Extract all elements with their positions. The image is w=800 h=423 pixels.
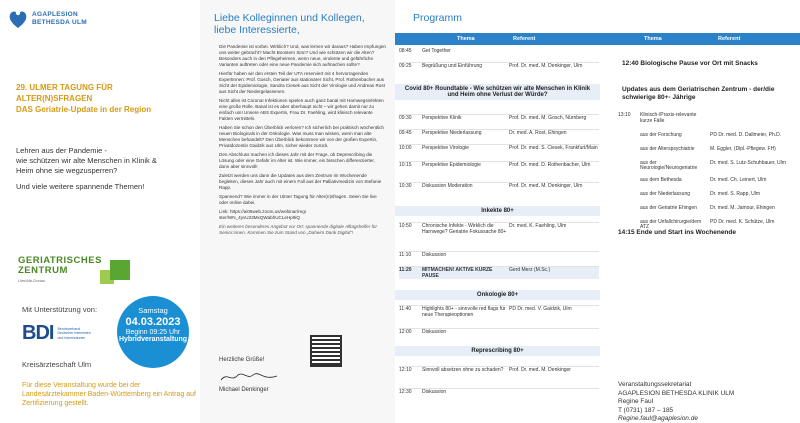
- col-thema: Thema: [457, 36, 475, 42]
- zoom-link[interactable]: Link: https://ai06web.zoom.us/webinar/register/WN_4yvU23MxQWabhUCLeHp9iQ: [219, 209, 306, 220]
- row-topic: MITMACHEN! AKTIVE KURZE PAUSE: [422, 267, 493, 279]
- row-topic: Sinnvoll absetzen ohne zu schaden?: [422, 367, 504, 373]
- intro-text: [16, 146, 196, 198]
- org-title: Veranstaltungssekretariat: [618, 381, 692, 388]
- row-time: 10:15: [399, 162, 412, 168]
- table-row: [399, 62, 599, 69]
- case-topic: aus dem Bethesda: [640, 177, 682, 183]
- case-topic: aus der Geriatrie Ehingen: [640, 205, 697, 211]
- letter-paragraph: Hierfür haben wir den ersten Teil der UTA reserviert mit 4 hervorragenden ExpertInnen: Prof. Gosch, Geriater aus stationärer Sicht, Prof. Rothenbacher aus Sicht der Epidemiologie, Sandra Ciesek aus Sicht der Virologie und Andreas Rost aus Sicht der Niedergelassenen.: [219, 71, 385, 94]
- bdi-logo: [22, 322, 91, 345]
- table-row: [399, 328, 599, 335]
- row-topic: Diskussion: [422, 389, 447, 395]
- intro-line: wie schützen wir alte Menschen in Klinik &: [16, 156, 157, 165]
- row-time: 12:10: [399, 367, 412, 373]
- letter-paragraph: Ein weiteres besonderes Angebot vor Ort: spannende digitale Alltagshelfer für Senior:innen. Kommen Sie zum Stand von „Daheim Dank Digital“!: [219, 224, 377, 235]
- row-topic: Perspektive Epidemiologie: [422, 162, 481, 168]
- event-title: [16, 82, 196, 115]
- col-thema: Thema: [644, 36, 662, 42]
- row-time: 08:45: [399, 48, 412, 54]
- row-time: 09:30: [399, 115, 412, 121]
- row-speaker: Dr. med. A. Rost, Ehingen: [509, 130, 567, 136]
- table-row: [399, 251, 599, 258]
- intro-line: Lehren aus der Pandemie -: [16, 146, 107, 155]
- bdi-subtext: Berufsverband Deutscher Internisten und Internistinnen: [57, 326, 91, 340]
- agaplesion-logo: [8, 8, 87, 30]
- row-time: 10:30: [399, 183, 412, 189]
- program-heading: Programm: [413, 12, 463, 24]
- geri-line2: ZENTRUM: [18, 265, 68, 276]
- bdi-text: BDI: [22, 322, 54, 344]
- case-list: [640, 133, 796, 234]
- table-row: [399, 48, 599, 54]
- row-topic: Perspektive Niederlassung: [422, 130, 482, 136]
- end-of-day: 14:15 Ende und Start ins Wochenende: [618, 229, 736, 236]
- row-topic: Get Together: [422, 48, 451, 54]
- title-line: ALTER(N)SFRAGEN: [16, 94, 93, 103]
- row-speaker: Prof. Dr. med. M. Denkinger, Ulm: [509, 183, 583, 189]
- row-time: 10:50: [399, 223, 412, 229]
- row-time: 11:40: [399, 306, 412, 312]
- row-topic: Klinisch-/Praxis-relevante kurze Fälle: [640, 112, 697, 124]
- badge-mode: Hybridveranstaltung: [118, 336, 188, 343]
- row-speaker: Prof. Dr. med. M. Denkinger, Ulm: [509, 63, 583, 69]
- row-topic: Perspektive Virologie: [422, 145, 469, 151]
- section-band-covid: Covid 80+ Roundtable - Wie schützen wir alte Menschen in Klinik und Heim ohne Verlust der Würde?: [395, 84, 600, 100]
- row-time: 10:00: [399, 145, 412, 151]
- case-speaker: PD Dr. med. D. Dallmeier, Ph.D.: [710, 132, 782, 138]
- letter-paragraph: Zuletzt werden uns dann die Updates aus dem Zentrum im Wochenende begleiten, dieses Jahr auch mit einem Fall aus der Palliativmedizin von Stefanie Rapp.: [219, 173, 382, 190]
- organizer-info: [618, 381, 734, 423]
- title-line: 29. ULMER TAGUNG FÜR: [16, 83, 113, 92]
- heading-line: Liebe Kolleginnen und Kollegen,: [214, 12, 365, 24]
- row-topic: Chronische Infekte - Wirklich die Harnwege? Geriatrie Fokussache 80+: [422, 223, 507, 235]
- geri-line1: GERIATRISCHES: [18, 255, 102, 266]
- row-time: 09:25: [399, 63, 412, 69]
- row-speaker: [509, 329, 599, 335]
- updates-heading: Updates aus dem Geriatrischen Zentrum - der/die schwierige 80+- Jährige: [622, 86, 775, 101]
- row-time: 09:45: [399, 130, 412, 136]
- table-row: [640, 133, 796, 147]
- table-row: [640, 161, 796, 178]
- signature-icon: [219, 370, 279, 384]
- cases-intro-row: [618, 112, 798, 124]
- row-speaker: PD Dr. med. V. Gaidzik, Ulm: [509, 306, 572, 312]
- badge-date: 04.03.2023: [125, 316, 181, 328]
- geri-square-icon: [110, 260, 130, 280]
- section-band-onkologie: Onkologie 80+: [395, 290, 600, 300]
- table-row: [399, 161, 599, 168]
- table-row: [399, 266, 599, 279]
- table-row: [640, 178, 796, 192]
- org-person: Regine Faul: [618, 398, 654, 405]
- row-time: 11:10: [399, 252, 412, 258]
- case-speaker: Dr. med. S. Lutz-Schuhbauer, Ulm: [710, 160, 786, 166]
- program-table-header-2: [600, 33, 800, 45]
- table-row: [399, 182, 599, 189]
- letter-paragraph: Haben Sie schon den Überblick verloren? Ich sicherlich bei praktisch wöchentlich neuen Biologicals in der Onkologie. Was muss man wissen, wenn man alte Menschen behandelt? Den Überblick bekommen wir von der großen Expertin, Privatdozentin Gaidzik aus Ulm, sicher wieder zurück.: [219, 125, 384, 148]
- table-row: [399, 144, 599, 151]
- org-email[interactable]: Regine.faul@agaplesion.de: [618, 415, 698, 422]
- case-speaker: Dr. med. M. Jamour, Ehingen: [710, 205, 775, 211]
- case-speaker: Dr. med. Ch. Leinert, Ulm: [710, 177, 767, 183]
- geriatric-center-logo: [18, 256, 102, 283]
- row-topic: Diskussion: [422, 252, 447, 258]
- col-referent: Referent: [513, 36, 536, 42]
- geri-sub: Ulm/Alb-Donau: [18, 278, 46, 283]
- col-referent: Referent: [718, 36, 741, 42]
- table-row: [640, 192, 796, 206]
- letter-paragraph: Die Pandemie ist vorbei. Wirklich? Und, was lernen wir daraus? Haben Impfungen uns weiter gebracht? Macht Boostern Sinn? Und wie schützen wir die Alten? Besonders auch in den Pflegeheimen, wenn neue, virulente und gefährliche Varianten auftreten oder eine neue Pandemie sich aufmachen sollte?: [219, 44, 386, 67]
- row-topic: Diskussion Moderation: [422, 183, 473, 189]
- letter-paragraph: Den Abschluss machen ich dieses Jahr mit der Frage, ob Deprescribing die Lösung oder eine Gefahr im Alter ist. Wie immer, ein bisschen differenzierter, dann aber sinnvoll!: [219, 152, 375, 169]
- case-topic: aus der Niederlassung: [640, 191, 691, 197]
- certification-note: Für diese Veranstaltung wurde bei der Landesärztekammer Baden-Württemberg ein Antrag auf Zertifizierung gestellt.: [22, 382, 196, 407]
- table-row: [399, 388, 599, 395]
- row-speaker: Prof. Dr. med. S. Ciesek, Frankfurt/Main: [509, 145, 598, 151]
- intro-line: Und viele weitere spannende Themen!: [16, 182, 145, 191]
- badge-time: Beginn 09:25 Uhr: [125, 329, 181, 336]
- row-speaker: [509, 389, 599, 395]
- row-topic: Highlights 80+ - sinnvolle red flags für neue Therapieoptionen: [422, 306, 506, 318]
- case-topic: aus der Unfallchirurgie/dem ATZ: [640, 219, 702, 231]
- qr-code-icon[interactable]: [310, 335, 342, 367]
- table-row: [399, 114, 599, 121]
- logo-line2: BETHESDA ULM: [32, 19, 87, 26]
- table-row: [399, 366, 599, 373]
- program-table-header: [395, 33, 600, 45]
- badge-day: Samstag: [138, 306, 168, 315]
- row-time: 13:10: [618, 112, 631, 118]
- signature-name: Michael Denkinger: [219, 387, 269, 393]
- section-band-infekte: Inkekte 80+: [395, 206, 600, 216]
- letter-heading: [214, 12, 365, 36]
- intro-line: Heim ohne sie wegzusperren?: [16, 166, 118, 175]
- program-panel: [395, 0, 600, 423]
- case-speaker: M. Eggler, (Dipl.-Pflegew. FH): [710, 146, 776, 152]
- program-panel-2: [600, 0, 800, 423]
- row-topic: Perspektive Klinik: [422, 115, 462, 121]
- cover-panel: [0, 0, 200, 423]
- row-time: 12:00: [399, 329, 412, 335]
- row-time: 11:20: [399, 267, 412, 273]
- row-speaker: Prof. Dr. med. D. Rothenbacher, Ulm: [509, 162, 591, 168]
- title-line: DAS Geriatrie-Update in der Region: [16, 105, 152, 114]
- lunch-pause: 12:40 Biologische Pause vor Ort mit Snacks: [622, 60, 758, 67]
- support-label: Mit Unterstützung von:: [22, 305, 98, 314]
- date-badge: [117, 296, 189, 368]
- case-speaker: Dr. med. S. Rapp, Ulm: [710, 191, 761, 197]
- case-topic: aus der Forschung: [640, 132, 682, 138]
- table-row: [640, 206, 796, 220]
- section-band-represcribing: Represcribing 80+: [395, 346, 600, 356]
- letter-paragraph: Spannend? Wie immer in der Ulmer Tagung für Alter(n)sfragen. Seien Sie live oder online dabei.: [219, 194, 377, 205]
- case-topic: aus der Alterspsychiatrie: [640, 146, 695, 152]
- table-row: [640, 147, 796, 161]
- letter-panel: [200, 0, 395, 423]
- letter-paragraph: Nicht alles ist Corona! Infektionen spielen auch ganz banal mit Harnwegsinfekten eine große Rolle. Banal ist es aber überhaupt nicht – wir gehen damit nur zu einfach um! Unsere ABS Expertin, Frau Dr. Faehling, wird klinisch relevante Fakten vermitteln.: [219, 98, 384, 121]
- table-row: [399, 129, 599, 136]
- letter-body: [219, 44, 386, 239]
- org-phone: T (0731) 187 – 185: [618, 406, 674, 414]
- row-time: 12:30: [399, 389, 412, 395]
- heading-line: liebe Interessierte,: [214, 24, 300, 36]
- logo-line1: AGAPLESION: [32, 11, 78, 18]
- table-row: [399, 222, 599, 235]
- case-topic: aus der Neurologie/Neurogeriatrie: [640, 160, 698, 172]
- row-speaker: [509, 48, 599, 54]
- row-topic: Diskussion: [422, 329, 447, 335]
- heart-logo-icon: [8, 8, 28, 30]
- table-row: [399, 305, 599, 318]
- row-speaker: Gerd Merz (M.Sc.): [509, 267, 551, 273]
- greeting: Herzliche Grüße!: [219, 357, 265, 363]
- kreis-label: Kreisärzteschaft Ulm: [22, 360, 92, 369]
- row-speaker: [509, 252, 599, 258]
- row-speaker: Prof. Dr. med. M. Gosch, Nürnberg: [509, 115, 587, 121]
- org-name: AGAPLESION BETHESDA KLINIK ULM: [618, 389, 735, 397]
- row-speaker: Dr. med. K. Faehling, Ulm: [509, 223, 567, 229]
- case-speaker: PD Dr. med. K. Schütze, Ulm: [710, 219, 775, 225]
- row-topic: Begrüßung und Einführung: [422, 63, 483, 69]
- row-speaker: Prof. Dr. med. M. Denkinger: [509, 367, 571, 373]
